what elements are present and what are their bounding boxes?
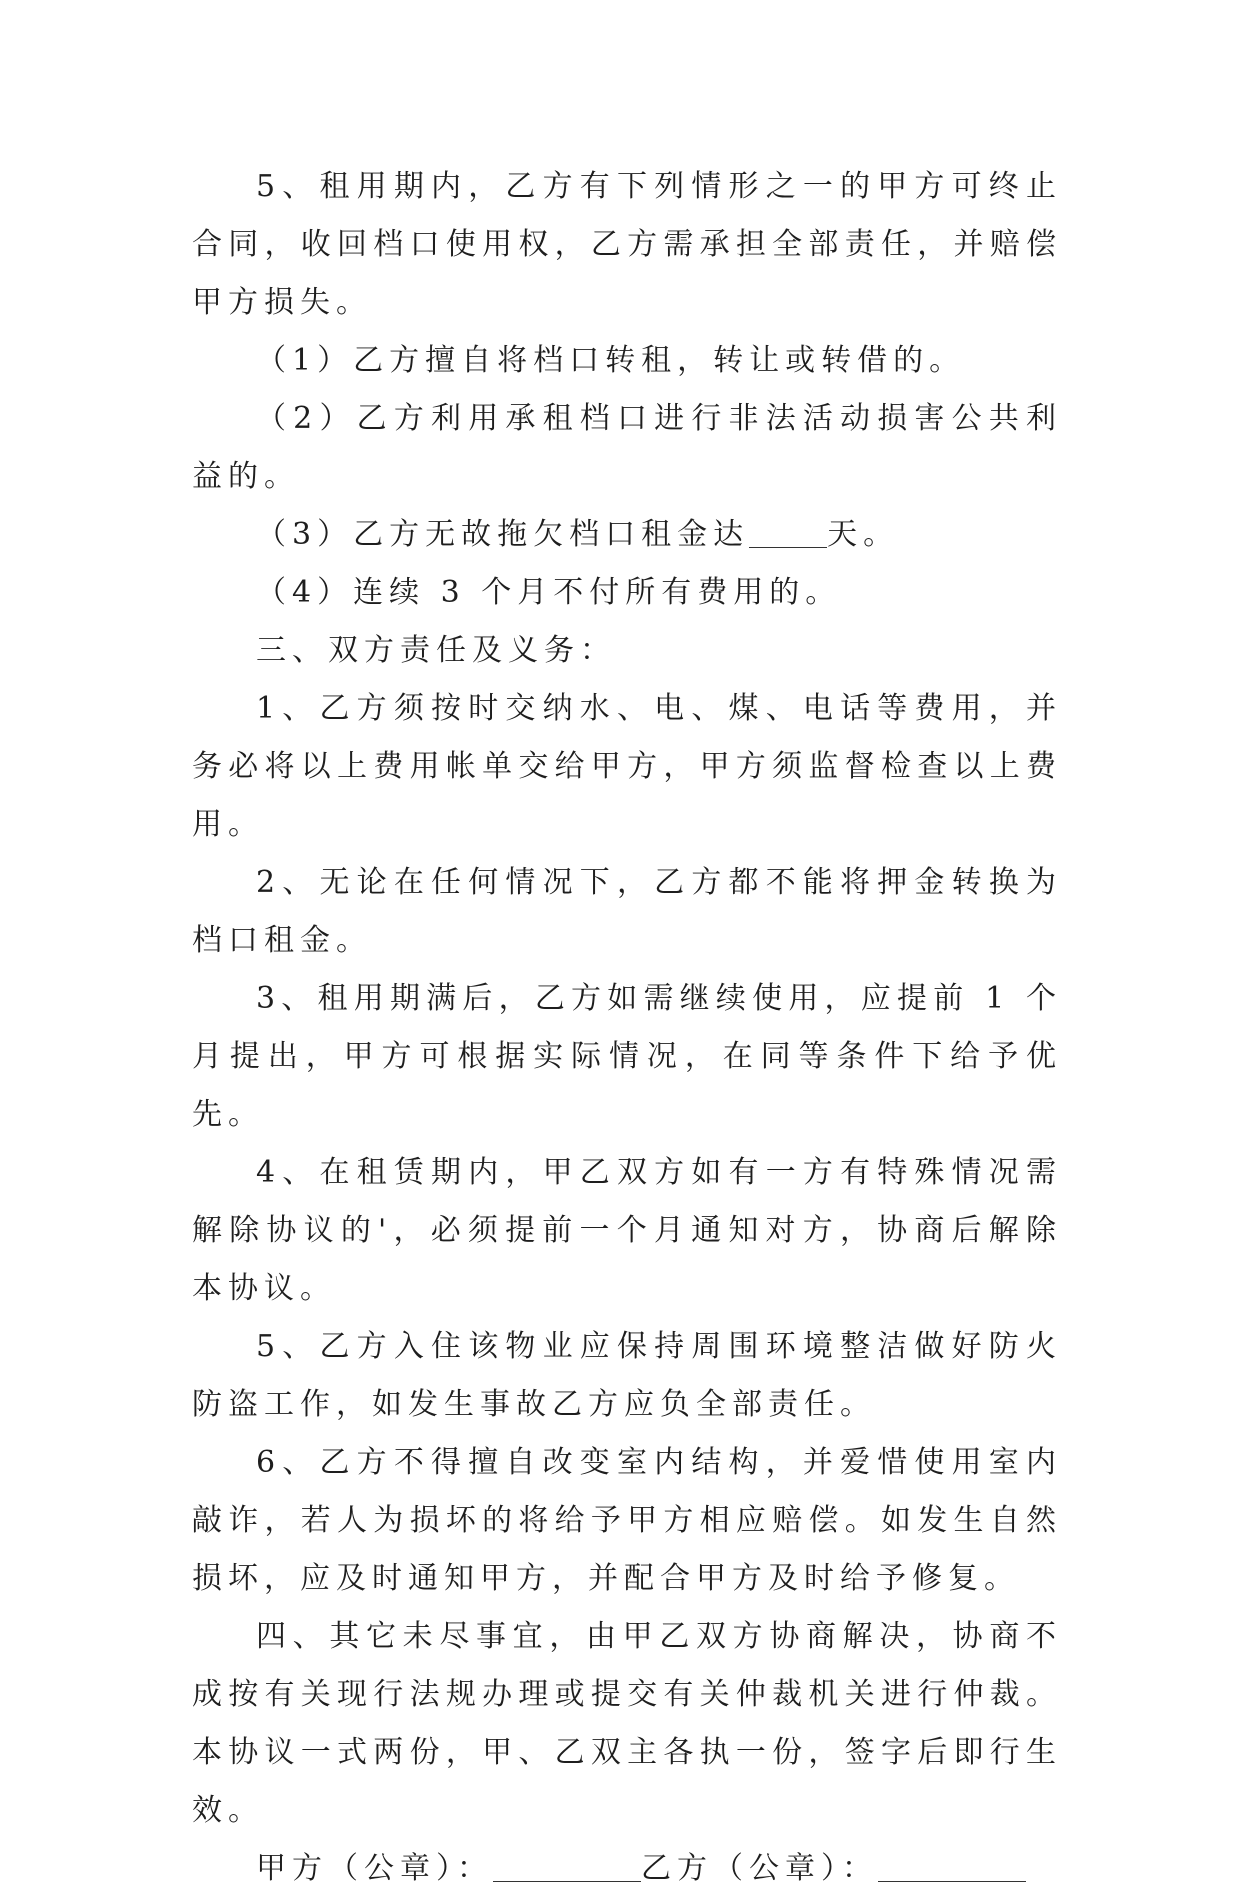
section-4: 四、其它未尽事宜，由甲乙双方协商解决，协商不成按有关现行法规办理或提交有关仲裁机关进行仲裁。本协议一式两份，甲、乙双主各执一份，签字后即行生效。 [192,1619,1062,1828]
party-a-label: 甲方（公章）： [256,1851,493,1886]
termination-item-1: （1）乙方擅自将档口转租，转让或转借的。 [256,343,966,378]
duty-5: 5、乙方入住该物业应保持周围环境整洁做好防火防盗工作，如发生事故乙方应负全部责任。 [192,1329,1062,1422]
item-3-text-after: 天。 [827,517,900,552]
duty-6: 6、乙方不得擅自改变室内结构，并爱惜使用室内敲诈，若人为损坏的将给予甲方相应赔偿。如发生自然损坏，应及时通知甲方，并配合甲方及时给予修复。 [192,1445,1062,1596]
duty-3: 3、租用期满后，乙方如需继续使用，应提前 1 个月提出，甲方可根据实际情况，在同等条件下给予优先。 [192,981,1062,1132]
termination-item-4: （4）连续 3 个月不付所有费用的。 [256,575,842,610]
termination-item-2: （2）乙方利用承租档口进行非法活动损害公共利益的。 [192,401,1062,494]
rent-days-blank [749,513,827,548]
signature-line [192,1840,1062,1898]
party-b-signature-blank [878,1847,1026,1882]
duty-4: 4、在租赁期内，甲乙双方如有一方有特殊情况需解除协议的'，必须提前一个月通知对方，协商后解除本协议。 [192,1155,1062,1306]
party-b-label: 乙方（公章）： [641,1851,878,1886]
section-3-heading: 三、双方责任及义务： [256,633,616,668]
document-body [192,158,1062,1898]
duty-1: 1、乙方须按时交纳水、电、煤、电话等费用，并务必将以上费用帐单交给甲方，甲方须监督检查以上费用。 [192,691,1062,842]
clause-5-intro: 5、租用期内，乙方有下列情形之一的甲方可终止合同，收回档口使用权，乙方需承担全部责任，并赔偿甲方损失。 [192,169,1062,320]
termination-item-3 [192,506,1062,564]
duty-2: 2、无论在任何情况下，乙方都不能将押金转换为档口租金。 [192,865,1062,958]
item-3-text-before: （3）乙方无故拖欠档口租金达 [256,517,750,552]
party-a-signature-blank [493,1847,641,1882]
